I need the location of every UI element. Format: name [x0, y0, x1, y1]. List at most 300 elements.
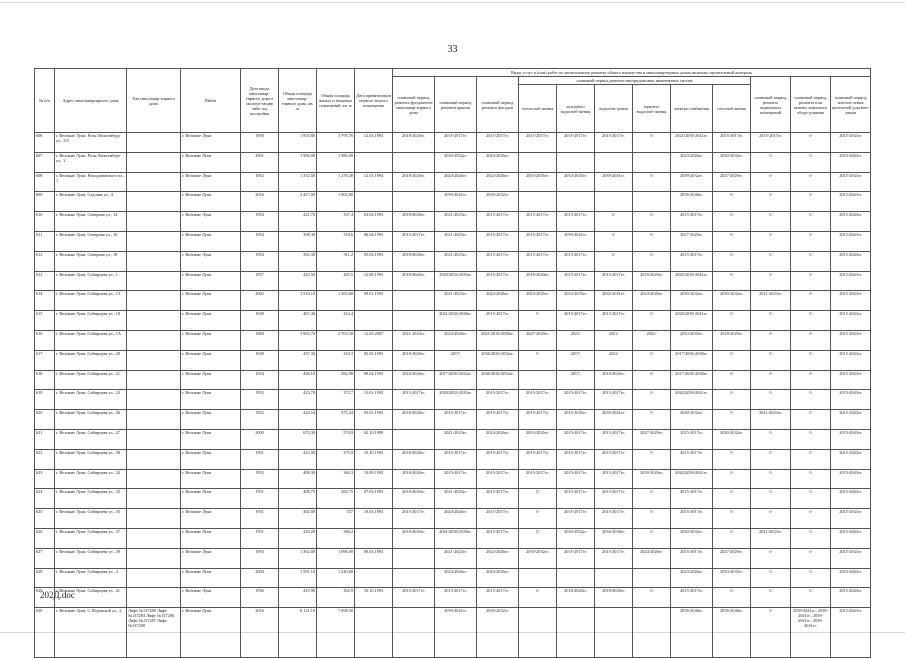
table-row	[35, 449, 871, 469]
cell-area-total: 424,54	[279, 410, 317, 430]
cell-hot: 0	[633, 370, 671, 390]
col-type: Тип многоквар-тирного дома	[127, 69, 181, 133]
cell-area-living: 311,2	[317, 251, 355, 271]
cell-roof: 2021-2023гг.	[435, 231, 477, 251]
cell-roof: 2024-2026гг.	[435, 172, 477, 192]
cell-area-living: 373,7	[317, 390, 355, 410]
cell-num: 628	[35, 568, 55, 588]
cell-cold: 2033-2035гг.	[557, 172, 595, 192]
cell-district: г. Великие Луки	[181, 271, 241, 291]
cell-design: 2015-2043гг.	[831, 251, 871, 271]
cell-address: г. Великие Луки, Розы Люксембург ул., 2	[55, 152, 127, 172]
cell-district: г. Великие Луки	[181, 370, 241, 390]
cell-year: 1954	[241, 370, 279, 390]
cell-gas: 0	[713, 528, 751, 548]
cell-address: г. Великие Луки, Северная ул., 14	[55, 212, 127, 232]
cell-district: г. Великие Луки	[181, 449, 241, 469]
cell-district: г. Великие Луки	[181, 528, 241, 548]
cell-foundation	[393, 291, 435, 311]
cell-facade: 2015-2017гг.	[477, 588, 519, 608]
cell-district: г. Великие Луки	[181, 509, 241, 529]
cell-elec: 2020/2039-2041гг.	[671, 311, 713, 331]
cell-privat: 09.01.1993	[355, 291, 393, 311]
col-design: плановый период изготов-ления проектной докумен-тации	[831, 77, 871, 133]
cell-district: г. Великие Луки	[181, 192, 241, 212]
cell-roof: 2021-2023гг.	[435, 291, 477, 311]
cell-basement: 0	[751, 548, 791, 568]
col-heat: теплоснаб-жения	[519, 85, 557, 133]
cell-hot: 0	[633, 588, 671, 608]
cell-area-total: 1 352,50	[279, 172, 317, 192]
col-num: № п/п	[35, 69, 55, 133]
cell-basement: 0	[751, 469, 791, 489]
cell-hot: 0	[633, 489, 671, 509]
cell-basement: 0	[751, 370, 791, 390]
cell-facade: 2030-2032гг.	[477, 608, 519, 658]
cell-elec: 2015-2017гг.	[671, 251, 713, 271]
cell-privat: 02.10.1999	[355, 429, 393, 449]
cell-cold: 2033-2035гг.	[557, 291, 595, 311]
cell-area-living: 1 096,00	[317, 548, 355, 568]
cell-area-total: 1 986,00	[279, 152, 317, 172]
cell-lift: 0	[791, 271, 831, 291]
cell-elec: 2036-2038гг.	[671, 608, 713, 658]
cell-basement: 2021-2023гг.	[751, 291, 791, 311]
cell-type	[127, 390, 181, 410]
cell-heat: 2015-2017гг.	[519, 410, 557, 430]
cell-area-living: 1 240,60	[317, 568, 355, 588]
cell-foundation	[393, 192, 435, 212]
cell-design: 2015-2043гг.	[831, 390, 871, 410]
cell-lift: 0	[791, 370, 831, 390]
cell-facade: 2024-2026гг.	[477, 291, 519, 311]
cell-sewer	[595, 608, 633, 658]
cell-heat: 2033-2035гг.	[519, 429, 557, 449]
cell-area-living: 574,9	[317, 429, 355, 449]
cell-lift: 0	[791, 588, 831, 608]
cell-type	[127, 271, 181, 291]
cell-area-total: 408,30	[279, 469, 317, 489]
cell-district: г. Великие Луки	[181, 172, 241, 192]
cell-address: г. Великие Луки, Сибирцева ул., 23	[55, 390, 127, 410]
cell-cold: 2015-2017гг.	[557, 449, 595, 469]
cell-gas: 2027-2029гг.	[713, 172, 751, 192]
cell-cold: 2015-2017гг.	[557, 390, 595, 410]
repair-schedule-table	[34, 68, 871, 658]
cell-cold: 2015-2017гг.	[557, 311, 595, 331]
cell-design: 2015-2043гг.	[831, 528, 871, 548]
cell-basement: 0	[751, 509, 791, 529]
cell-lift: 0	[791, 429, 831, 449]
cell-address: г. Великие Луки, Сибирцева ул., 27	[55, 429, 127, 449]
cell-elec: 2017/2036-2038гг.	[671, 370, 713, 390]
cell-elec: 2036-2038гг.	[671, 192, 713, 212]
cell-heat: 0	[519, 528, 557, 548]
cell-facade: 2015-2017гг.	[477, 133, 519, 153]
cell-privat	[355, 192, 393, 212]
cell-roof: 2021-2023гг.	[435, 489, 477, 509]
cell-elec: 2015-2017гг.	[671, 489, 713, 509]
cell-lift: 0	[791, 528, 831, 548]
cell-privat: 10.10.1993	[355, 449, 393, 469]
cell-year: 1952	[241, 172, 279, 192]
cell-foundation: 2015-2017гг.	[393, 588, 435, 608]
cell-area-living: 1 795,76	[317, 133, 355, 153]
cell-foundation: 2018-2020гг.	[393, 528, 435, 548]
cell-cold: 2015-2017гг.	[557, 271, 595, 291]
cell-roof: 2020/2033-2035гг.	[435, 390, 477, 410]
cell-heat: 2030-2032гг.	[519, 548, 557, 568]
table-row	[35, 350, 871, 370]
cell-foundation: 2018-2020гг.	[393, 271, 435, 291]
cell-elec: 2020/2039-2041гг.	[671, 390, 713, 410]
cell-area-total: 415,90	[279, 588, 317, 608]
cell-district: г. Великие Луки	[181, 489, 241, 509]
cell-roof: 2015-2017гг.	[435, 133, 477, 153]
cell-design: 2015-2043гг.	[831, 231, 871, 251]
cell-privat: 10.09.1993	[355, 469, 393, 489]
cell-num: 625	[35, 509, 55, 529]
table-body	[35, 133, 871, 658]
cell-num: 606	[35, 133, 55, 153]
cell-district: г. Великие Луки	[181, 330, 241, 350]
cell-privat: 12.08.1993	[355, 271, 393, 291]
cell-foundation: 2018-2020гг.	[393, 172, 435, 192]
cell-type	[127, 231, 181, 251]
cell-sewer	[595, 568, 633, 588]
cell-sewer: 2015-2017гг.	[595, 429, 633, 449]
cell-num: 630	[35, 608, 55, 658]
cell-year: 1948	[241, 350, 279, 370]
cell-roof: 2020/2033-2035гг.	[435, 271, 477, 291]
cell-design: 2015-2043гг.	[831, 509, 871, 529]
cell-area-living: 410,3	[317, 350, 355, 370]
cell-year: 1951	[241, 449, 279, 469]
cell-privat	[355, 311, 393, 331]
cell-cold: 2017/	[557, 350, 595, 370]
cell-facade: 2015-2017гг.	[477, 271, 519, 291]
cell-facade: 2015-2017гг.	[477, 390, 519, 410]
cell-basement: 0	[751, 350, 791, 370]
cell-district: г. Великие Луки	[181, 608, 241, 658]
cell-basement: 0	[751, 608, 791, 658]
cell-hot: 0	[633, 449, 671, 469]
cell-lift: 0	[791, 311, 831, 331]
cell-basement: 0	[751, 588, 791, 608]
cell-heat: 2015-2017гг.	[519, 212, 557, 232]
cell-sewer: 2018-2020гг.	[595, 370, 633, 390]
cell-elec: 2015-2017гг.	[671, 429, 713, 449]
col-district: Район	[181, 69, 241, 133]
cell-elec: 2015-2017гг.	[671, 212, 713, 232]
cell-heat	[519, 370, 557, 390]
cell-address: г. Великие Луки, С.Перовской ул., 2	[55, 608, 127, 658]
cell-area-living: 360,2	[317, 528, 355, 548]
cell-basement: 0	[751, 212, 791, 232]
cell-design: 2015-2043гг.	[831, 489, 871, 509]
cell-elec: 2021/2039-2041гг.	[671, 133, 713, 153]
cell-address: г. Великие Луки, Сибирцева ул., 26	[55, 410, 127, 430]
cell-type	[127, 568, 181, 588]
cell-hot: 0	[633, 212, 671, 232]
cell-basement: 2021-2023гг.	[751, 528, 791, 548]
cell-basement: 0	[751, 271, 791, 291]
cell-heat: 2015-2017гг.	[519, 231, 557, 251]
cell-gas: 2030-2032гг.	[713, 429, 751, 449]
cell-year: 1951	[241, 509, 279, 529]
cell-num: 621	[35, 429, 55, 449]
table-row	[35, 311, 871, 331]
cell-lift: 0	[791, 251, 831, 271]
cell-facade: 2036/2030-2032гг.	[477, 350, 519, 370]
cell-hot: 0	[633, 172, 671, 192]
cell-num: 624	[35, 489, 55, 509]
cell-heat: 2015-2017гг.	[519, 469, 557, 489]
col-address: Адрес многоквартирного дома	[55, 69, 127, 133]
cell-year: 1968	[241, 330, 279, 350]
cell-elec: 2020/2039-2041гг.	[671, 271, 713, 291]
cell-heat: 2015-2017гг.	[519, 133, 557, 153]
cell-cold: 2021/	[557, 330, 595, 350]
cell-district: г. Великие Луки	[181, 429, 241, 449]
cell-privat: 10.10.1993	[355, 588, 393, 608]
cell-heat	[519, 192, 557, 212]
cell-cold: 2015-2017гг.	[557, 489, 595, 509]
cell-year: 2000	[241, 429, 279, 449]
cell-address: г. Великие Луки, Сибирцева ул., 33	[55, 489, 127, 509]
cell-hot: 2027-2029гг.	[633, 429, 671, 449]
cell-address: г. Великие Луки, Северная ул., 16	[55, 231, 127, 251]
cell-heat: 2027-2029гг.	[519, 330, 557, 350]
cell-year: 1951	[241, 528, 279, 548]
cell-elec: 2033-2035гг.	[671, 330, 713, 350]
cell-type	[127, 370, 181, 390]
col-year: Дата ввода многоквар-тирного дома в эксплуа-тацию либо год постройки	[241, 69, 279, 133]
cell-gas: 0	[713, 410, 751, 430]
page-number: 33	[447, 44, 458, 55]
cell-lift: 0	[791, 390, 831, 410]
cell-privat	[355, 152, 393, 172]
cell-area-living: 365,75	[317, 489, 355, 509]
cell-sewer: 2015-2017гг.	[595, 133, 633, 153]
cell-hot: 2024-2026гг.	[633, 291, 671, 311]
cell-hot	[633, 192, 671, 212]
cell-cold: 2039-2041гг.	[557, 231, 595, 251]
cell-sewer: 2015-2017гг.	[595, 509, 633, 529]
cell-roof: 2021/2036-2038гг.	[435, 528, 477, 548]
cell-design: 2015-2043гг.	[831, 311, 871, 331]
cell-hot: 0	[633, 509, 671, 529]
cell-elec: 2027-2029гг.	[671, 231, 713, 251]
cell-cold: 2018-2020гг.	[557, 588, 595, 608]
cell-type	[127, 509, 181, 529]
col-sewer: водоотве-дения	[595, 85, 633, 133]
cell-gas: 0	[713, 588, 751, 608]
cell-address: г. Великие Луки, Ромодановского пл., 1	[55, 172, 127, 192]
cell-year: 2016	[241, 608, 279, 658]
col-roof: плановый период ремонта крыши	[435, 77, 477, 133]
cell-design: 2015-2043гг.	[831, 212, 871, 232]
table-row	[35, 568, 871, 588]
cell-design: 2023-2043гг.	[831, 568, 871, 588]
col-area-living: Общая площадь жилых и нежилых помещений, кв. м	[317, 69, 355, 133]
cell-district: г. Великие Луки	[181, 291, 241, 311]
cell-gas: 0	[713, 449, 751, 469]
cell-type	[127, 212, 181, 232]
cell-roof: 2021-2023гг.	[435, 429, 477, 449]
cell-privat	[355, 568, 393, 588]
cell-roof: 2015-2017гг.	[435, 449, 477, 469]
cell-cold	[557, 152, 595, 172]
cell-design: 2015-2043гг.	[831, 350, 871, 370]
cell-sewer: 2018-2020гг.	[595, 588, 633, 608]
cell-sewer: 2015-2017гг.	[595, 271, 633, 291]
cell-district: г. Великие Луки	[181, 311, 241, 331]
cell-district: г. Великие Луки	[181, 410, 241, 430]
cell-year: 1959	[241, 133, 279, 153]
cell-num: 618	[35, 370, 55, 390]
table-row	[35, 172, 871, 192]
cell-elec: 2015-2017гг.	[671, 588, 713, 608]
cell-address: г. Великие Луки, Сибирцева ул., 1А	[55, 330, 127, 350]
cell-heat: 2033-2035гг.	[519, 291, 557, 311]
cell-address: г. Великие Луки, Сибирцева ул., 21	[55, 370, 127, 390]
cell-roof: 2017/2030-2032гг.	[435, 370, 477, 390]
cell-lift: 0	[791, 489, 831, 509]
cell-area-total: 467,40	[279, 311, 317, 331]
col-lift: плановый период ремонта или замены лифтового обору-дования	[791, 77, 831, 133]
cell-heat: 2015-2017гг.	[519, 251, 557, 271]
cell-facade: 2015-2017гг.	[477, 231, 519, 251]
cell-facade: 2015-2017гг.	[477, 528, 519, 548]
cell-gas: 0	[713, 469, 751, 489]
scan-edge-top	[0, 2, 905, 3]
cell-gas: 0	[713, 251, 751, 271]
cell-lift: 0	[791, 192, 831, 212]
cell-sewer: 0	[595, 231, 633, 251]
cell-foundation: 2018-2020гг.	[393, 133, 435, 153]
cell-design: 2015-2043гг.	[831, 271, 871, 291]
engineering-subgroup-title: плановый период ремонта внутридомовых инженерных систем	[519, 77, 751, 85]
cell-cold: 2015-2017гг.	[557, 548, 595, 568]
cell-area-total: 423,90	[279, 449, 317, 469]
table-row	[35, 251, 871, 271]
cell-basement: 0	[751, 449, 791, 469]
cell-lift: 0	[791, 152, 831, 172]
cell-type	[127, 528, 181, 548]
cell-design: 2023-2043гг.	[831, 152, 871, 172]
cell-num: 623	[35, 469, 55, 489]
cell-cold: 2015-2017гг.	[557, 429, 595, 449]
cell-elec: 2015-2017гг.	[671, 509, 713, 529]
cell-district: г. Великие Луки	[181, 212, 241, 232]
cell-num: 626	[35, 528, 55, 548]
cell-num: 619	[35, 390, 55, 410]
table-row	[35, 608, 871, 658]
cell-hot	[633, 152, 671, 172]
cell-area-total: 2 427,00	[279, 192, 317, 212]
cell-facade: 2024-2026гг.	[477, 172, 519, 192]
cell-lift: 2039-2041гг., 2039-2041гг., 2039-2041гг., 2039-2041гг.	[791, 608, 831, 658]
cell-sewer: 0	[595, 212, 633, 232]
cell-type	[127, 133, 181, 153]
cell-area-total: 421,70	[279, 212, 317, 232]
cell-district: г. Великие Луки	[181, 350, 241, 370]
cell-privat	[355, 528, 393, 548]
cell-roof: 2021-2023гг.	[435, 251, 477, 271]
cell-privat: 05.03.1993	[355, 350, 393, 370]
cell-address: г. Великие Луки, Сибирцева ул., 1	[55, 271, 127, 291]
cell-basement: 0	[751, 568, 791, 588]
cell-type	[127, 469, 181, 489]
cell-year: 1952	[241, 469, 279, 489]
cell-year: 2016	[241, 192, 279, 212]
cell-num: 617	[35, 350, 55, 370]
cell-basement: 2015-2017гг.	[751, 133, 791, 153]
cell-privat: 10.03.1993	[355, 509, 393, 529]
cell-basement: 0	[751, 251, 791, 271]
cell-address: г. Великие Луки, Сибирцева ул., 28	[55, 449, 127, 469]
cell-area-living: 375,24	[317, 410, 355, 430]
cell-area-living: 318,6	[317, 231, 355, 251]
cell-area-total: 8 121,10	[279, 608, 317, 658]
cell-gas: 0	[713, 212, 751, 232]
cell-gas: 2030-2032гг.	[713, 291, 751, 311]
cell-area-total: 402,00	[279, 509, 317, 529]
cell-lift: 0	[791, 449, 831, 469]
cell-year: 1993	[241, 548, 279, 568]
table-row	[35, 231, 871, 251]
cell-roof: 2024-2026гг.	[435, 509, 477, 529]
cell-heat: 0	[519, 489, 557, 509]
col-basement: плановый период ремонта подвальных помещений	[751, 77, 791, 133]
cell-lift: 0	[791, 330, 831, 350]
cell-elec: 2017/2036-2038гг.	[671, 350, 713, 370]
cell-district: г. Великие Луки	[181, 390, 241, 410]
table-row	[35, 152, 871, 172]
cell-privat: 15.01.1993	[355, 390, 393, 410]
cell-area-total: 392,30	[279, 251, 317, 271]
cell-num: 629	[35, 588, 55, 608]
cell-cold: 2015-2035гг.	[557, 410, 595, 430]
document-filename: 202Д.doc	[40, 590, 75, 600]
table-row	[35, 410, 871, 430]
cell-address: г. Великие Луки, Сибирцева ул., 32	[55, 469, 127, 489]
cell-elec: 2030-2032гг.	[671, 528, 713, 548]
cell-address: г. Великие Луки, Сибирцева ул., 39	[55, 548, 127, 568]
cell-elec: 2024-2026гг.	[671, 152, 713, 172]
cell-area-living: 382,98	[317, 370, 355, 390]
col-foundation: плановый период ремонта фундамента многоквар-тирного дома	[393, 77, 435, 133]
cell-area-living: 1 902,00	[317, 192, 355, 212]
cell-address: г. Великие Луки, Сибирцева ул., 4	[55, 568, 127, 588]
cell-foundation	[393, 311, 435, 331]
cell-hot: 2021/	[633, 330, 671, 350]
table-row	[35, 291, 871, 311]
cell-area-total: 1 581,10	[279, 568, 317, 588]
cell-privat: 12.03.1993	[355, 133, 393, 153]
cell-cold: 2015-2017гг.	[557, 509, 595, 529]
cell-basement: 0	[751, 231, 791, 251]
cell-foundation: 2018-2020гг.	[393, 489, 435, 509]
cell-area-total: 436,10	[279, 370, 317, 390]
cell-hot: 0	[633, 390, 671, 410]
cell-num: 609	[35, 192, 55, 212]
cell-lift: 0	[791, 291, 831, 311]
cell-cold: 2030-2032гг.	[557, 528, 595, 548]
cell-cold: 2015-2017гг.	[557, 469, 595, 489]
cell-heat: 2033-2035гг.	[519, 172, 557, 192]
